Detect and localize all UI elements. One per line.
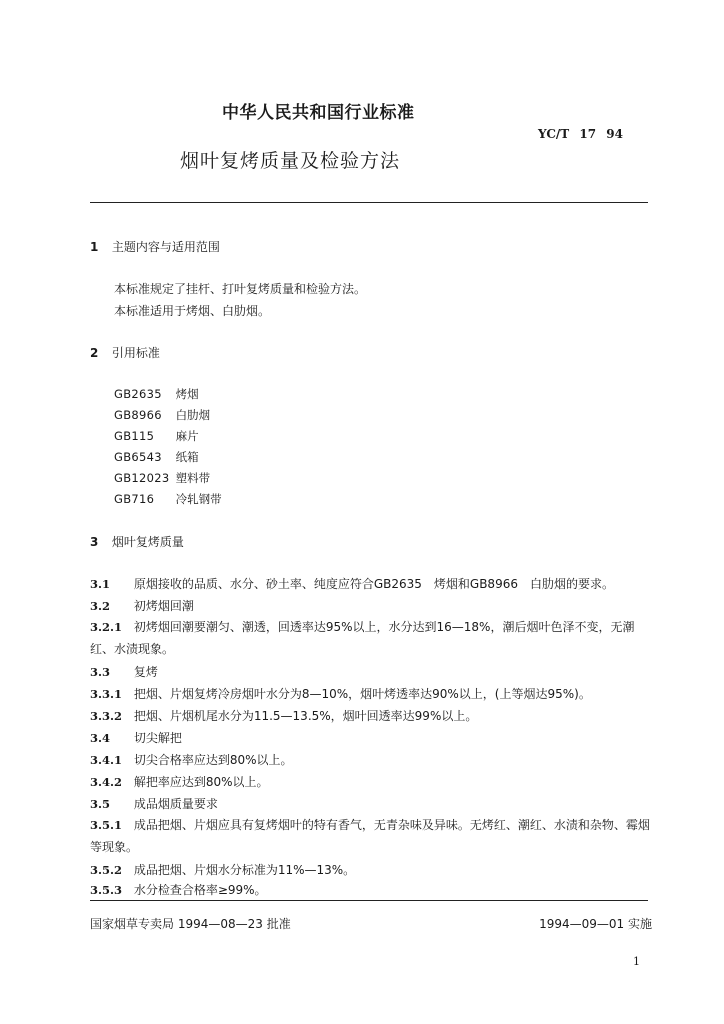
clause-number: 3.3 [90,665,111,679]
section-title: 引用标准 [111,346,160,360]
clause-3-3 [90,663,158,680]
section-number: 2 [90,346,99,360]
clause-text: 切尖解把 [133,731,182,745]
clause-text: 复烤 [133,665,158,679]
clause-text: 成品把烟、片烟水分标准为11%—13%。 [133,863,356,877]
clause-3-5-3 [90,881,267,898]
approval-line: 国家烟草专卖局 1994—08—23 批准 [90,917,291,931]
clause-3-2 [90,597,194,614]
section-3-heading [90,533,184,550]
section-number: 1 [90,240,99,254]
clause-text: 初烤烟回潮 [133,599,194,613]
clause-3-5-2 [90,861,355,878]
reference-code: GB716 [114,492,155,506]
clause-number: 3.2 [90,599,111,613]
clause-3-4-1 [90,751,293,768]
reference-name: 纸箱 [175,450,199,464]
reference-item [114,428,199,444]
clause-3-5-1 [90,814,650,858]
clause-3-1 [90,575,614,592]
reference-name: 冷轧钢带 [175,492,222,506]
standard-category: 中华人民共和国行业标准 [222,103,415,123]
clause-number: 3.4 [90,731,111,745]
clause-number: 3.3.2 [90,709,123,723]
implementation-date: 1994—09—01 实施 [539,917,652,931]
clause-text: 原烟接收的品质、水分、砂土率、纯度应符合GB2635 烤烟和GB8966 白肋烟的要求。 [133,577,614,591]
reference-name: 塑料带 [175,471,211,485]
reference-code: GB6543 [114,450,162,464]
reference-item [114,407,210,423]
clause-number: 3.4.2 [90,775,123,789]
paragraph: 本标准适用于烤烟、白肋烟。 [114,304,271,318]
clause-number: 3.3.1 [90,687,123,701]
clause-3-3-1 [90,685,591,702]
reference-item [114,491,222,507]
clause-3-3-2 [90,707,477,724]
reference-code: GB8966 [114,408,162,422]
clause-3-4 [90,729,182,746]
header-divider [90,202,648,203]
reference-item [114,449,199,465]
clause-3-4-2 [90,773,269,790]
clause-number: 3.4.1 [90,753,123,767]
reference-code: GB115 [114,429,155,443]
section-number: 3 [90,535,99,549]
reference-item [114,470,210,486]
footer-divider [90,900,648,901]
paragraph: 本标准规定了挂杆、打叶复烤质量和检验方法。 [114,282,367,296]
clause-text: 成品把烟、片烟应具有复烤烟叶的特有香气，无青杂味及异味。无烤红、潮红、水渍和杂物、霉烟等现象。 [90,818,650,854]
reference-name: 烤烟 [175,387,199,401]
clause-text: 水分检查合格率≥99%。 [133,883,267,897]
clause-3-2-1 [90,616,650,660]
clause-text: 把烟、片烟机尾水分为11.5—13.5%，烟叶回透率达99%以上。 [133,709,478,723]
clause-number: 3.5 [90,797,111,811]
clause-text: 成品烟质量要求 [133,797,218,811]
reference-item [114,386,199,402]
section-2-heading [90,344,160,361]
clause-number: 3.5.3 [90,883,123,897]
section-title: 主题内容与适用范围 [111,240,220,254]
reference-code: GB2635 [114,387,162,401]
clause-text: 切尖合格率应达到80%以上。 [133,753,293,767]
clause-number: 3.5.2 [90,863,123,877]
document-title: 烟叶复烤质量及检验方法 [180,150,401,172]
reference-name: 麻片 [175,429,199,443]
clause-number: 3.2.1 [90,620,123,634]
reference-name: 白肋烟 [175,408,211,422]
clause-3-5 [90,795,218,812]
clause-text: 把烟、片烟复烤冷房烟叶水分为8—10%，烟叶烤透率达90%以上，(上等烟达95%)。 [133,687,591,701]
reference-code: GB12023 [114,471,170,485]
section-1-heading [90,238,220,255]
clause-text: 解把率应达到80%以上。 [133,775,269,789]
clause-text: 初烤烟回潮要潮匀、潮透，回透率达95%以上，水分达到16—18%，潮后烟叶色泽不变，无潮红、水渍现象。 [90,620,635,656]
standard-code: YC/T 17 94 [538,127,623,141]
clause-number: 3.1 [90,577,111,591]
clause-number: 3.5.1 [90,818,123,832]
section-title: 烟叶复烤质量 [111,535,184,549]
page-number: 1 [633,955,640,968]
